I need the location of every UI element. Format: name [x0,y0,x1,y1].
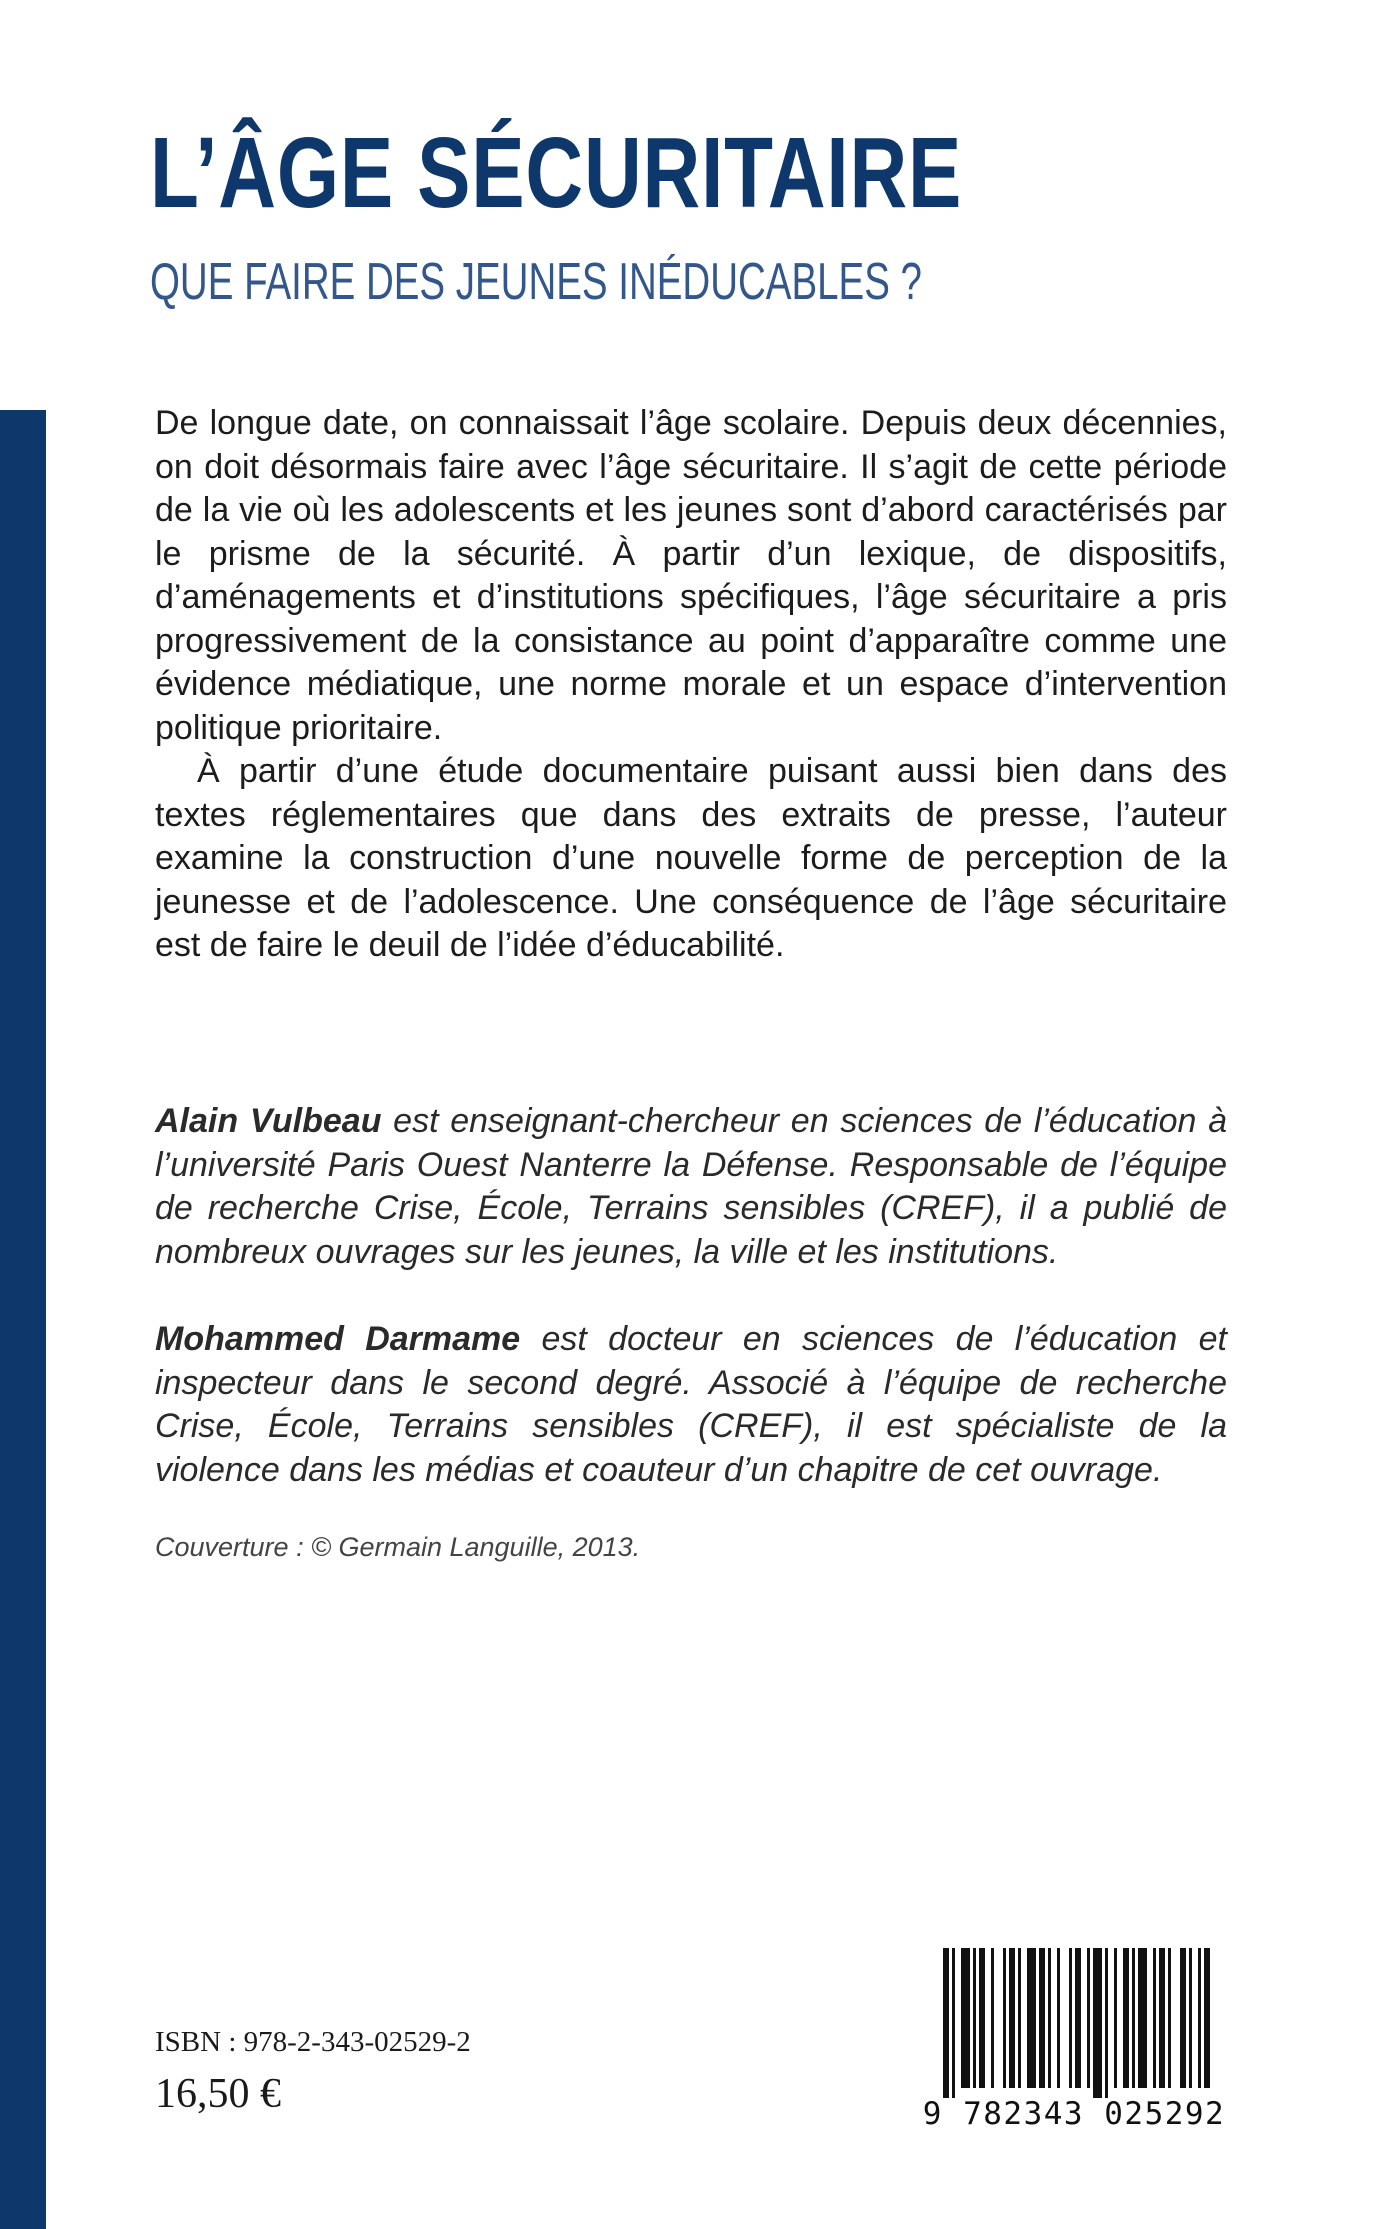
summary-paragraph: De longue date, on connaissait l’âge scolaire. Depuis deux décennies, on doit désormais faire avec l’âge sécuritaire. Il s’agit de cette période de la vie où les adolescents et les jeunes sont d’abord caractérisés par le prisme de la sécurité. À partir d’un lexique, de dispositifs, d’aménagements et d’institutions spécifiques, l’âge sécuritaire a pris progressivement de la consistance au point d’apparaître comme une évidence médiatique, une norme morale et un espace d’intervention politique prioritaire. [155,404,1227,747]
barcode [913,1948,1235,2134]
summary-paragraph: À partir d’une étude documentaire puisant aussi bien dans des textes réglementaires que dans des extraits de presse, l’auteur examine la construction d’une nouvelle forme de perception de la jeunesse et de l’adolescence. Une conséquence de l’âge sécuritaire est de faire le deuil de l’idée d’éducabilité. [155,752,1227,964]
author-bio [155,1100,1227,1274]
isbn-label: ISBN : 978-2-343-02529-2 [155,2026,471,2058]
author-name: Mohammed Darmame [155,1320,521,1358]
author-bio [155,1318,1227,1492]
book-subtitle: QUE FAIRE DES JEUNES INÉDUCABLES ? [150,253,922,311]
author-name: Alain Vulbeau [155,1102,382,1140]
author-bio-text: est enseignant-chercheur en sciences de l’éducation à l’université Paris Ouest Nanterre la Défense. Responsable de l’équipe de recherche Crise, École, Terrains sensibles (CREF), il a publié de nombreux ouvrages sur les jeunes, la ville et les institutions. [155,1102,1227,1271]
price-label: 16,50 € [155,2071,281,2117]
author-bio-text: est docteur en sciences de l’éducation et inspecteur dans le second degré. Associé à l’équipe de recherche Crise, École, Terrains sensibles (CREF), il est spécialiste de la violence dans les médias et coauteur d’un chapitre de cet ouvrage. [155,1320,1227,1489]
book-title: L’ÂGE SÉCURITAIRE [150,117,963,229]
cover-credit: Couverture : © Germain Languille, 2013. [155,1532,641,1562]
summary-block [155,402,1227,968]
barcode-bars-icon [913,1948,1235,2098]
side-color-bar [0,410,46,2229]
barcode-digits: 9 782343 025292 [922,2096,1226,2132]
